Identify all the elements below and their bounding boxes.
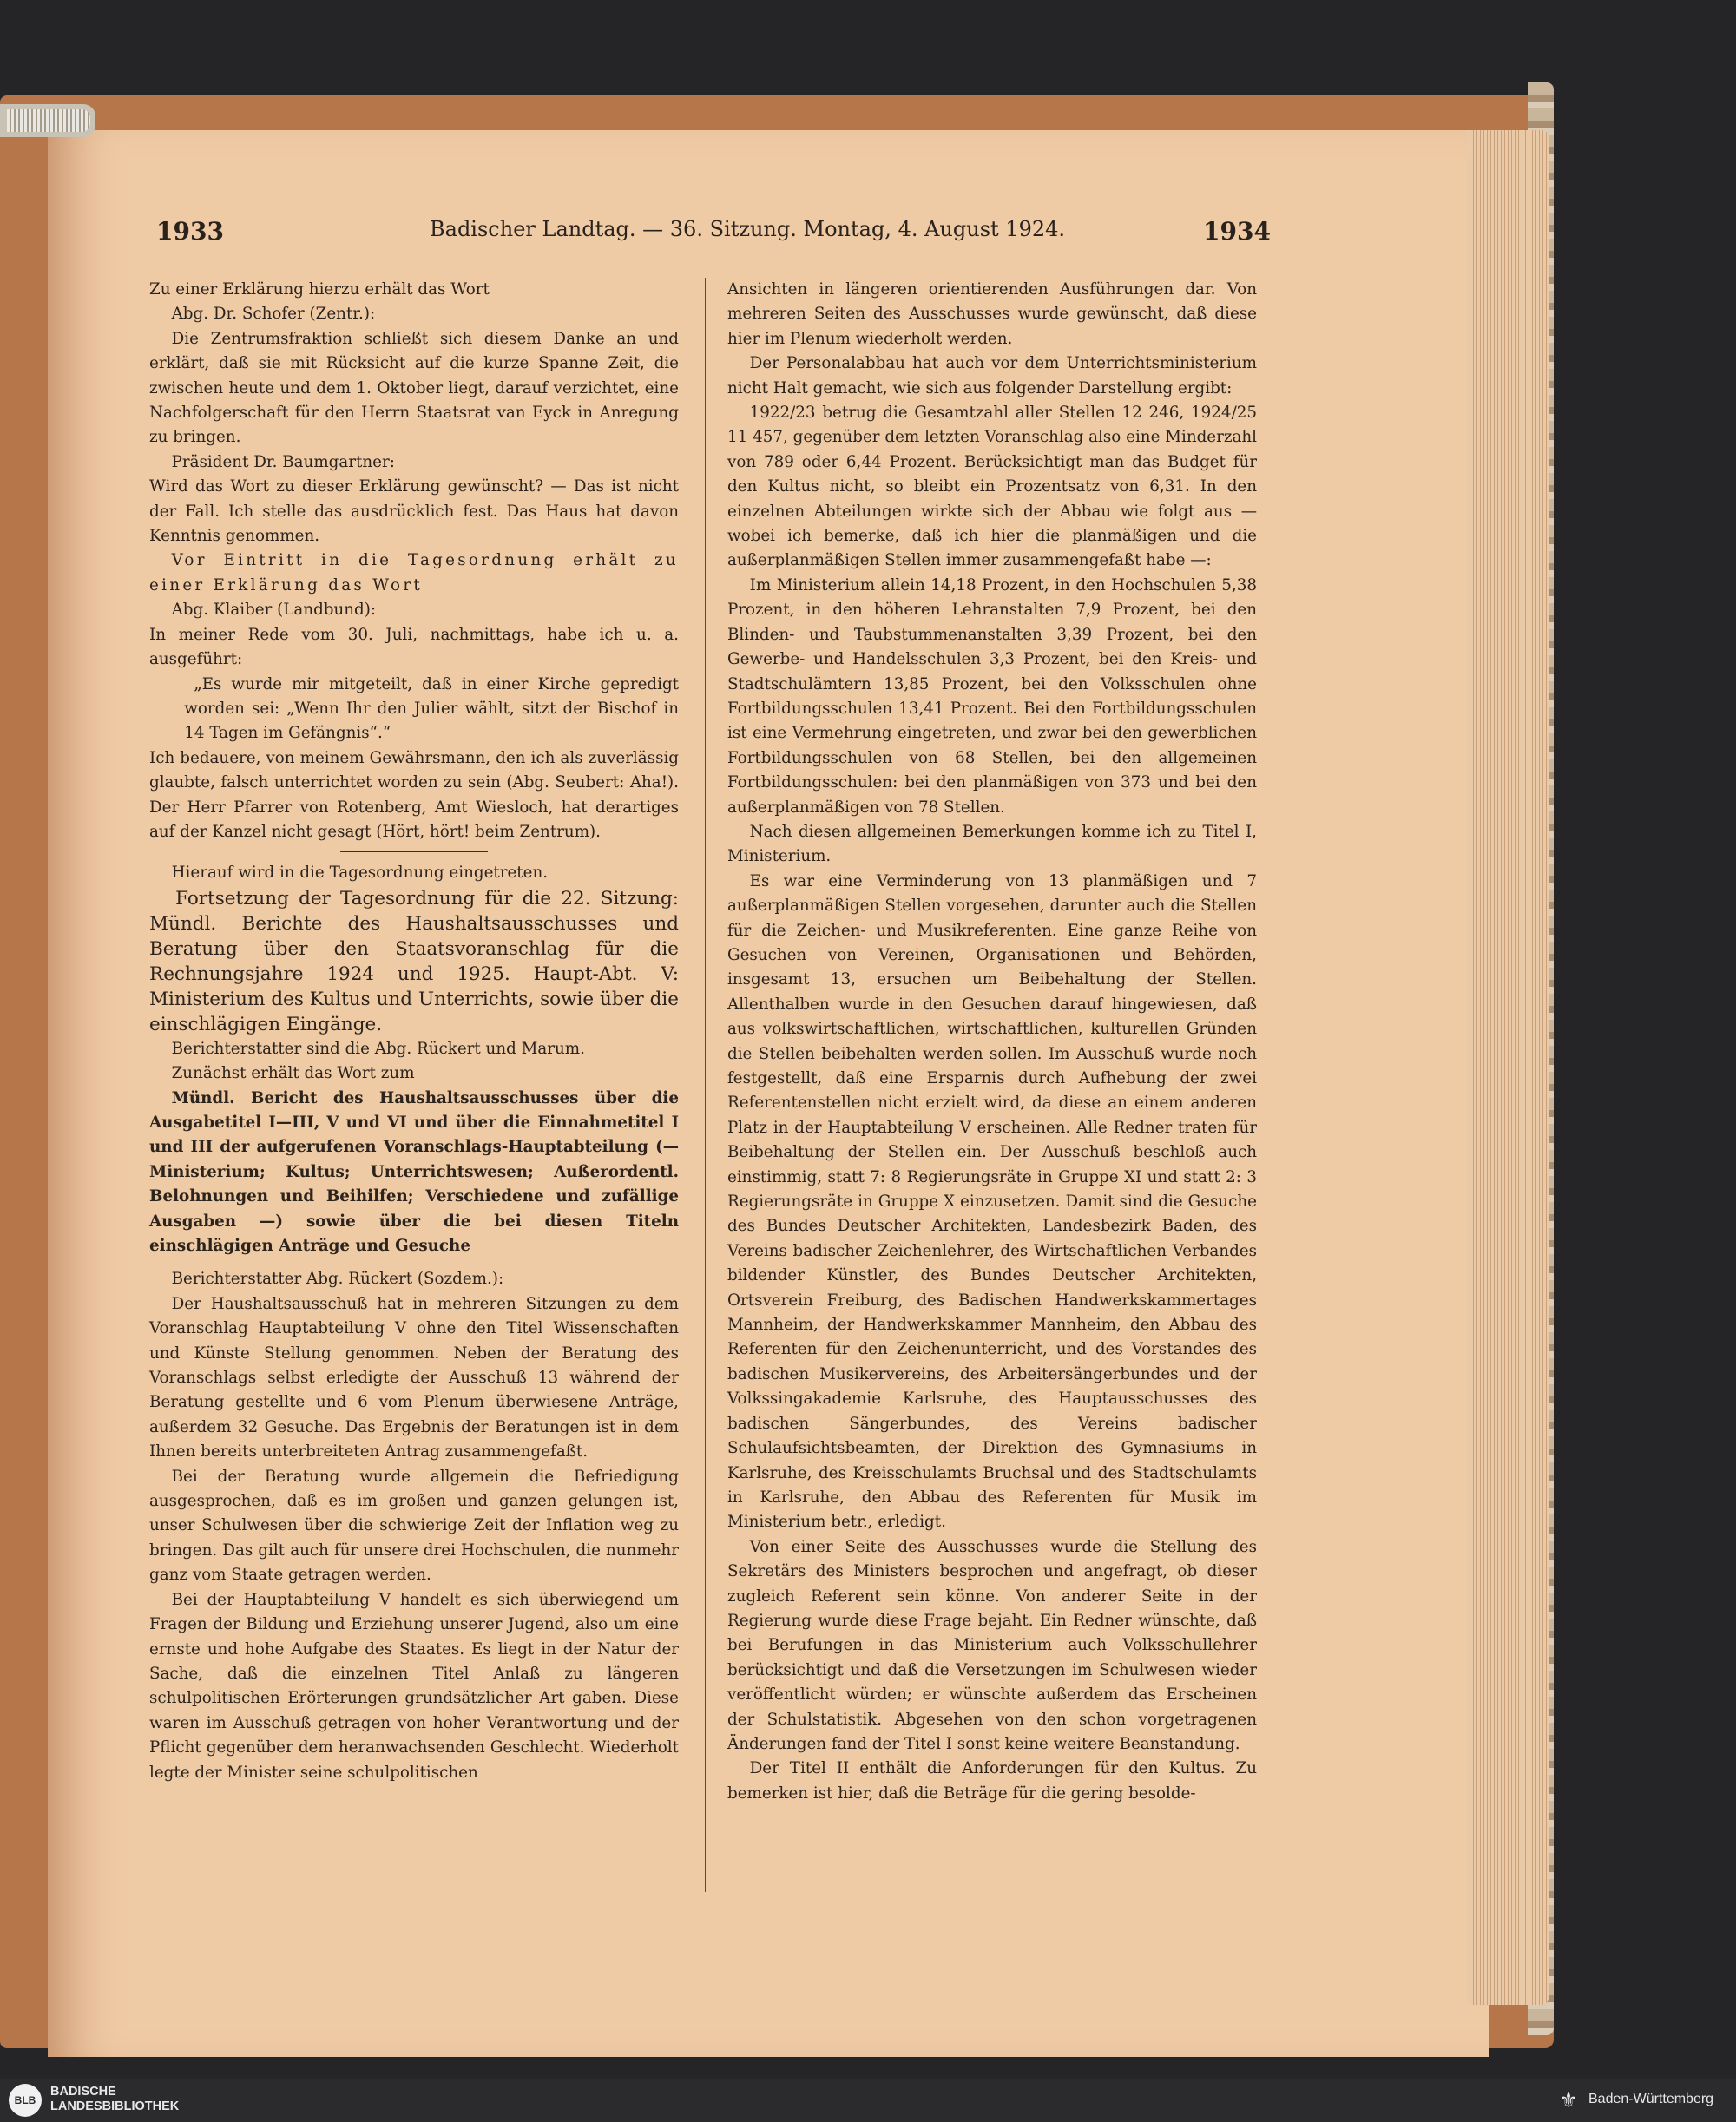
page-stack <box>1467 130 1549 2005</box>
paragraph: Hierauf wird in die Tagesordnung eingetreten. <box>171 864 549 883</box>
paragraph: Zunächst erhält das Wort zum <box>171 1064 415 1083</box>
paragraph: Berichterstatter Abg. Rückert (Sozdem.): <box>171 1270 504 1289</box>
column-divider <box>705 278 706 1892</box>
paragraph: Mündl. Bericht des Haushaltsausschusses über die Ausgabetitel I—III, V und VI und über die Einnahmetitel I und III der aufgerufenen Voranschlags-Hauptabteilung (— Ministerium; Kultus; Unterrichtswesen; Außerordentl. Belohnungen und Beihilfen; Verschiedene und zufällige Ausgaben —) sowie über die bei diesen Titeln einschlägigen Anträge und Gesuche <box>149 1088 679 1255</box>
paragraph: Fortsetzung der Tagesordnung für die 22. Sitzung: Mündl. Berichte des Haushaltsausschusses und Beratung über den Staatsvoranschlag für die Rechnungsjahre 1924 und 1925. Haupt-Abt. V: Ministerium des Kultus und Unterrichts, sowie über die einschlägigen Eingänge. <box>149 887 679 1035</box>
paragraph: Abg. Dr. Schofer (Zentr.): <box>171 305 376 324</box>
paragraph: „Es wurde mir mitgeteilt, daß in einer Kirche gepredigt worden sei: „Wenn Ihr den Julier wählt, sitzt der Bischof in 14 Tagen im Gefängnis“.“ <box>184 674 679 743</box>
library-name-line-2: LANDESBIBLIOTHEK <box>50 2099 180 2113</box>
paragraph: Bei der Hauptabteilung V handelt es sich überwiegend um Fragen der Bildung und Erziehung unserer Jugend, also um eine ernste und hohe Aufgabe des Staates. Es liegt in der Natur der Sache, daß die einzelnen Titel Anlaß zu längeren schulpolitischen Erörterungen grundsätzlicher Art gaben. Diese waren im Ausschuß getragen von hoher Verantwortung und der Pflicht gegenüber dem heranwachsenden Geschlecht. Wiederholt legte der Minister seine schulpolitischen <box>149 1590 679 1782</box>
paragraph: Im Ministerium allein 14,18 Prozent, in den Hochschulen 5,38 Prozent, in den höheren Lehranstalten 7,9 Prozent, bei den Blinden- und Taubstummenanstalten 3,39 Prozent, bei den Gewerbe- und Handelsschulen 3,3 Prozent, bei den Kreis- und Stadtschulämtern 13,85 Prozent, bei den Volksschulen ohne Fortbildungsschulen 13,41 Prozent. Bei den Fortbildungsschulen ist eine Vermehrung eingetreten, und zwar bei den gewerblichen Fortbildungsschulen von 68 Stellen, bei den allgemeinen Fortbildungsschulen: bei den planmäßigen von 373 und bei den außerplanmäßigen von 78 Stellen. <box>727 575 1257 817</box>
paragraph: Der Haushaltsausschuß hat in mehreren Sitzungen zu dem Voranschlag Hauptabteilung V ohne den Titel Wissenschaften und Künste Stellung genommen. Neben der Beratung des Voranschlags selbst erledigte der Ausschuß 13 während der Beratung gestellte und 6 vom Plenum überwiesene Anträge, außerdem 32 Gesuche. Das Ergebnis der Beratungen ist in dem Ihnen bereits unterbreiteten Antrag zusammengefaßt. <box>149 1294 679 1462</box>
paragraph: Der Titel II enthält die Anforderungen für den Kultus. Zu bemerken ist hier, daß die Beträge für die gering besolde- <box>727 1759 1257 1803</box>
paragraph: Die Zentrumsfraktion schließt sich diesem Danke an und erklärt, daß sie mit Rücksicht auf die kurze Spanne Zeit, die zwischen heute und dem 1. Oktober liegt, darauf verzichtet, eine Nachfolgerschaft für den Herrn Staatsrat van Eyck in Anregung zu bringen. <box>149 329 679 447</box>
running-header: Badischer Landtag. — 36. Sitzung. Montag, 4. August 1924. <box>430 217 1065 241</box>
left-column <box>149 278 679 1785</box>
paragraph: Zu einer Erklärung hierzu erhält das Wort <box>149 280 490 299</box>
bookmark-ribbon <box>0 104 95 137</box>
coat-of-arms-icon: ⚜ <box>1559 2088 1578 2112</box>
paragraph: Ansichten in längeren orientierenden Ausführungen dar. Von mehreren Seiten des Ausschusses wurde gewünscht, daß diese hier im Plenum wiederholt werden. <box>727 280 1257 348</box>
paragraph: In meiner Rede vom 30. Juli, nachmittags, habe ich u. a. ausgeführt: <box>149 625 679 669</box>
paragraph-gap <box>149 1258 679 1267</box>
paragraph: 1922/23 betrug die Gesamtzahl aller Stellen 12 246, 1924/25 11 457, gegenüber dem letzten Voranschlag also eine Minderzahl von 789 oder 6,44 Prozent. Berücksichtigt man das Budget für den Kultus nicht, so bleibt ein Prozentsatz von 6,31. In den einzelnen Abteilungen wirkte sich der Abbau wie folgt aus — wobei ich bemerke, daß ich hier die planmäßigen und die außerplanmäßigen Stellen immer zusammengefaßt habe —: <box>727 404 1257 570</box>
footer-bar <box>0 2079 1736 2122</box>
paragraph: Präsident Dr. Baumgartner: <box>171 452 395 471</box>
paragraph: Von einer Seite des Ausschusses wurde die Stellung des Sekretärs des Ministers besprochen und angefragt, ob dieser zugleich Referent sein könne. Von anderer Seite in der Regierung wurde diese Frage bejaht. Ein Redner wünschte, daß bei Berufungen in das Ministerium auch Volksschullehrer berücksichtigt und daß die Versetzungen im Schulwesen wieder veröffentlicht würden; er wünschte außerdem das Erscheinen der Schulstatistik. Abgesehen von den schon vorgetragenen Änderungen fand der Titel I sonst keine weitere Beanstandung. <box>727 1537 1257 1753</box>
blb-logo-icon: BLB <box>9 2084 42 2117</box>
paragraph: Ich bedauere, von meinem Gewährsmann, den ich als zuverlässig glaubte, falsch unterrichtet worden zu sein (Abg. Seubert: Aha!). Der Herr Pfarrer von Rotenberg, Amt Wiesloch, hat derartiges auf der Kanzel nicht gesagt (Hört, hört! beim Zentrum). <box>149 748 679 841</box>
paragraph: Wird das Wort zu dieser Erklärung gewünscht? — Das ist nicht der Fall. Ich stelle das ausdrücklich fest. Das Haus hat davon Kenntnis genommen. <box>149 477 679 546</box>
paragraph: Nach diesen allgemeinen Bemerkungen komme ich zu Titel I, Ministerium. <box>727 822 1257 866</box>
paragraph: Abg. Klaiber (Landbund): <box>171 601 377 620</box>
page-number-left: 1933 <box>156 217 224 246</box>
library-name <box>50 2085 179 2114</box>
library-name-line-1: BADISCHE <box>50 2085 116 2099</box>
page-number-right: 1934 <box>1203 217 1271 246</box>
paragraph: Bei der Beratung wurde allgemein die Befriedigung ausgesprochen, daß es im großen und ganzen gelungen ist, unser Schulwesen über die schwierige Zeit der Inflation weg zu bringen. Das gilt auch für unsere drei Hochschulen, die nunmehr ganz vom Staate getragen werden. <box>149 1467 679 1585</box>
paragraph: Vor Eintritt in die Tagesordnung erhält zu einer Erklärung das Wort <box>149 551 679 595</box>
right-column <box>727 278 1257 1806</box>
state-name: Baden-Württemberg <box>1588 2092 1714 2106</box>
paragraph: Der Personalabbau hat auch vor dem Unterrichtsministerium nicht Halt gemacht, wie sich aus folgender Darstellung ergibt: <box>727 354 1257 397</box>
section-rule <box>340 851 488 852</box>
paragraph: Berichterstatter sind die Abg. Rückert und Marum. <box>171 1039 585 1058</box>
paragraph: Es war eine Verminderung von 13 planmäßigen und 7 außerplanmäßigen Stellen vorgesehen, darunter auch die Stellen für die Zeichen- und Musikreferenten. Eine ganze Reihe von Gesuchen von Vereinen, Organisationen und Behörden, insgesamt 13, ersuchen um Beibehaltung der Stellen. Allenthalben wurde in den Gesuchen darauf hingewiesen, daß aus volkswirtschaftlichen, wirtschaftlichen, kulturellen Gründen die Stellen beibehalten werden sollen. Im Ausschuß wurde noch festgestellt, daß eine Ersparnis durch Aufhebung der zwei Referentenstellen nicht erzielt wird, da diese an einem anderen Platz in der Hauptabteilung V erscheinen. Alle Redner traten für Beibehaltung der Stellen ein. Der Ausschuß beschloß auch einstimmig, statt 7: 8 Regierungsräte in Gruppe XI und statt 2: 3 Regierungsräte in Gruppe X einzusetzen. Damit sind die Gesuche des Bundes Deutscher Architekten, Landesbezirk Baden, des Vereins badischer Zeichenlehrer, des Wirtschaftlichen Verbandes bildender Künstler, des Bundes Deutscher Architekten, Ortsverein Freiburg, des Badischen Handwerkskammertages Mannheim, der Handwerkskammer Mannheim, den Abbau des Referenten für den Zeichenunterricht, und des Vorstandes des badischen Musikervereins, des Arbeitersängerbundes und der Volkssingakademie Karlsruhe, des Hauptausschusses des badischen Sängerbundes, des Vereins badischer Schulaufsichtsbeamten, der Direktion des Gymnasiums in Karlsruhe, des Kreisschulamts Bruchsal und des Stadtschulamts in Karlsruhe, den Abbau des Referenten für Musik im Ministerium betr., erledigt. <box>727 871 1257 1532</box>
